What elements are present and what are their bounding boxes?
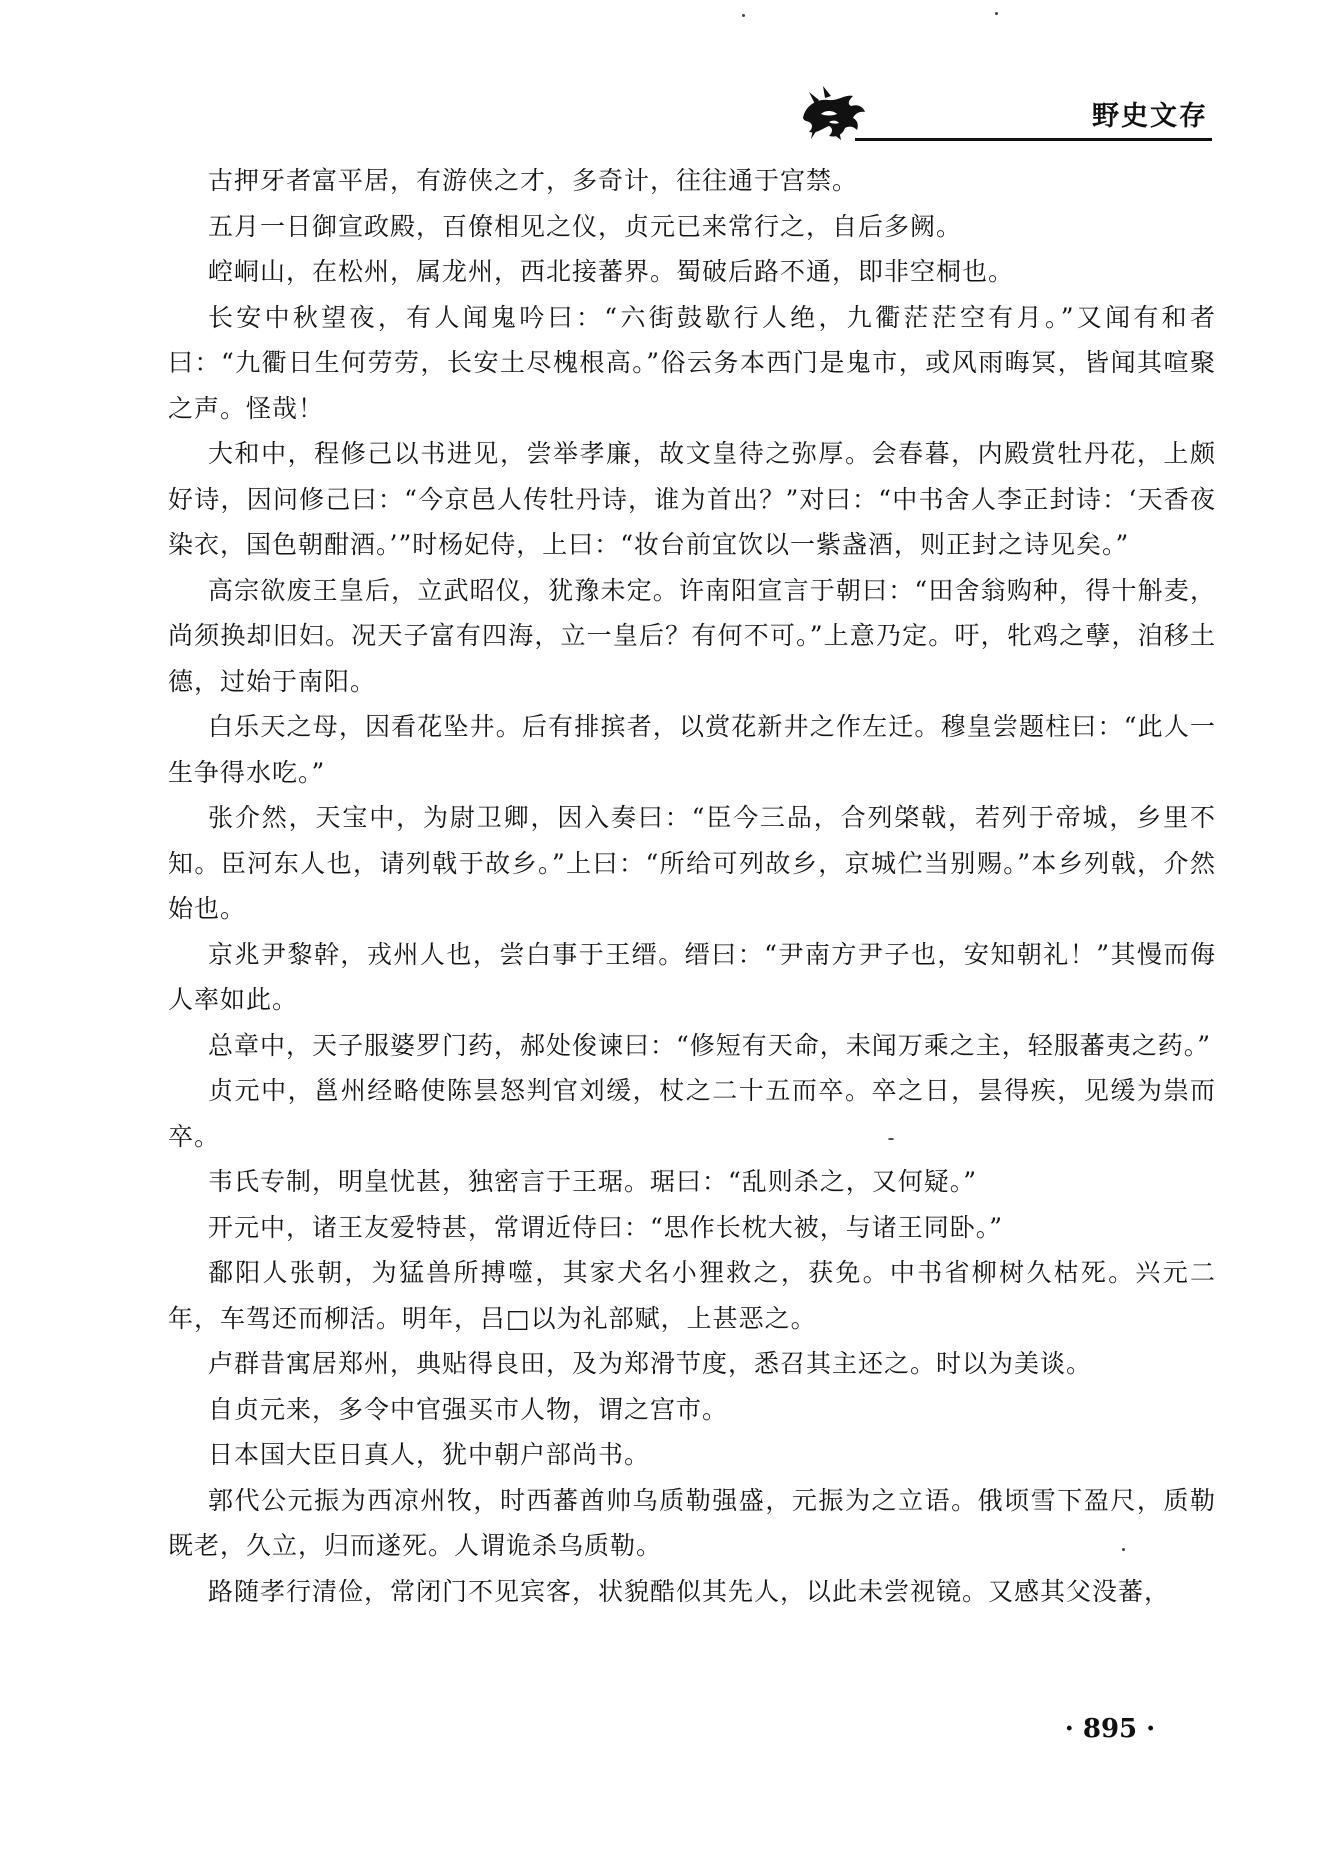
paragraph: 京兆尹黎幹，戎州人也，尝白事于王缙。缙曰：“尹南方尹子也，安知朝礼！”其慢而侮人率如此。 [168,939,1216,1014]
paragraph: 路随孝行清俭，常闭门不见宾客，状貌酷似其先人，以此未尝视镜。又感其父没蕃， [208,1576,1171,1606]
paragraph: 白乐天之母，因看花坠井。后有排摈者，以赏花新井之作左迁。穆皇尝题柱曰：“此人一生争得水吃。” [168,712,1216,787]
paragraph: 开元中，诸王友爱特甚，常谓近侍曰：“思作长枕大被，与诸王同卧。” [208,1212,1004,1242]
paragraph: 五月一日御宣政殿，百僚相见之仪，贞元已来常行之，自后多阙。 [208,211,963,241]
running-header [795,80,1212,142]
paragraph: 古押牙者富平居，有游侠之才，多奇计，往往通于宫禁。 [208,166,859,195]
paragraph: 鄱阳人张朝，为猛兽所搏噬，其家犬名小狸救之，获免。中书省柳树久枯死。兴元二年，车驾还而柳活。明年，吕□以为礼部赋，上甚恶之。 [168,1258,1216,1333]
paragraph: 长安中秋望夜，有人闻鬼吟曰：“六街鼓歇行人绝，九衢茫茫空有月。”又闻有和者曰：“九衢日生何劳劳，长安土尽槐根高。”俗云务本西门是鬼市，或风雨晦冥，皆闻其喧聚之声。怪哉！ [168,302,1216,423]
paragraph: 高宗欲废王皇后，立武昭仪，犹豫未定。许南阳宣言于朝曰：“田舍翁购种，得十斛麦，尚须换却旧妇。况天子富有四海，立一皇后？有何不可。”上意乃定。吁，牝鸡之孽，洎移土德，过始于南阳。 [168,575,1216,696]
paragraph: 自贞元来，多令中官强买市人物，谓之宫市。 [208,1394,729,1424]
paragraph: 贞元中，邕州经略使陈昙怒判官刘缓，杖之二十五而卒。卒之日，昙得疾，见缓为祟而卒。 [168,1076,1216,1151]
paragraph: 韦氏专制，明皇忧甚，独密言于王琚。琚曰：“乱则杀之，又何疑。” [208,1167,978,1196]
dragon-icon [795,84,871,140]
paragraph: 卢群昔寓居郑州，典贴得良田，及为郑滑节度，悉召其主还之。时以为美谈。 [208,1349,1093,1378]
paragraph: 张介然，天宝中，为尉卫卿，因入奏曰：“臣今三品，合列棨戟，若列于帝城，乡里不知。臣河东人也，请列戟于故乡。”上曰：“所给可列故乡，京城伫当别赐。”本乡列戟，介然始也。 [168,803,1216,923]
scan-speck [995,12,998,15]
paragraph: 崆峒山，在松州，属龙州，西北接蕃界。蜀破后路不通，即非空桐也。 [208,257,1015,286]
paragraph: 大和中，程修己以书进见，尝举孝廉，故文皇待之弥厚。会春暮，内殿赏牡丹花，上颇好诗，因问修己曰：“今京邑人传牡丹诗，谁为首出？”对曰：“中书舍人李正封诗：‘天香夜染衣，国色朝酣酒。’”时杨妃侍，上曰：“妆台前宜饮以一紫盏酒，则正封之诗见矣。” [168,439,1216,559]
scan-speck [742,14,745,17]
body-text [168,158,1216,1614]
header-title: 野史文存 [1092,101,1208,132]
paragraph: 郭代公元振为西凉州牧，时西蕃酋帅乌质勒强盛，元振为之立语。俄顷雪下盈尺，质勒既老，久立，归而遂死。人谓诡杀乌质勒。 [168,1485,1216,1560]
page-number: · 895 · [1064,1714,1156,1744]
header-rule [855,138,1212,141]
paragraph: 日本国大臣日真人，犹中朝户部尚书。 [208,1440,651,1469]
paragraph: 总章中，天子服婆罗门药，郝处俊谏曰：“修短有天命，未闻万乘之主，轻服蕃夷之药。” [208,1030,1212,1060]
